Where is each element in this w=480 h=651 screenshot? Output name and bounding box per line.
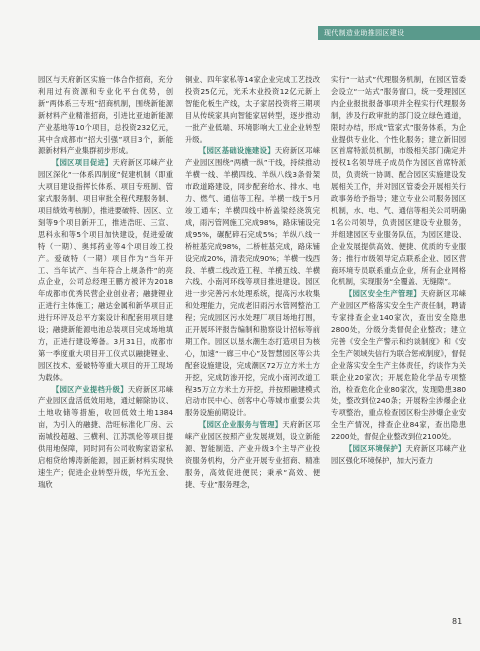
column-middle (185, 74, 320, 491)
section-heading: 【园区企业服务与管理】 (199, 420, 283, 430)
section-heading: 【园区安全生产管理】 (345, 289, 421, 299)
section (331, 443, 466, 467)
section-body: 天府新区邛崃产业园区深化“一体系四制度”促建机制（即重大项目建设指挥长体系、项目专班制、管家式服务制、项目审批全程代理服务制、项目绩效考核制），推进要破特、因区、立刻等9个项目新开工，推进浩旺、三宣、思科永和等5个项目加快建设，促进爱破特（一期）、奥邦药业等4个项目竣工投产。爱破特（一期）项目作为“当年开工、当年试产、当年符合上规条件”的亮点企业，公司总经理王鹏方被评为2018年成都市优秀民营企业创业者；融捷锂业正进行主体施工；融达金属和新华项目正进行环评及总平方案设计和配套用项目建设；融捷新能源电池总装项目完成场地填方，正进行建设筹备。3月31日，成都市第一季度重大项目开工仪式以融捷锂业、园区技术、爱破特等重大项目的开工现场为载体。 (38, 158, 174, 382)
paragraph: 铜业、四年家私等14家企业完成工艺技改投资25亿元，光禾木业投资12亿元新上智能化板生产线，太子家居投资将三期项目从传统家具向智能家居转型，逐步推动一批产业低端、环境影响大工业企业转型升级。 (185, 75, 320, 144)
section-body: 天府新区邛崃产业园区严格落实安全生产责任制，聘请专家排查企业140家次，查出安全隐患2800处，分级分类督促企业整改；建立完善《安全生产警示和约谈制度》和《安全生产领域失信行为联合惩戒制度》，督促企业落实安全生产主体责任，约谈作为关联企业20家次；开展危险化学品专项整治，检查危化企业80家次，发现隐患380处，整改到位240条；开展粉尘涉爆企业专项整治，重点检查园区粉尘涉爆企业安全生产情况，排查企业84家，查出隐患2200处，督促企业整改到位2100处。 (331, 289, 467, 442)
section (38, 157, 173, 383)
section (38, 384, 173, 491)
header-bar (318, 26, 480, 40)
column-left (38, 74, 173, 491)
section-heading: 【园区环境保护】 (345, 444, 406, 454)
section (185, 419, 320, 490)
section-body: 天府新区邛崃产业园区按照产业发展规划，设立新能源、智能制造、产业升级3个主导产业投资服务机构，分产业开展专业招商、精准服务，高效促进便民；秉承“高效、便捷、专业”服务理念， (185, 420, 321, 489)
paragraph: 实行“一站式”代理服务机制，在园区管委会设立“一站式”服务窗口，统一受理园区内企业报批报备事项并全程实行代理服务制，涉及行政审批的部门设立绿色通道，限时办结，形成“管家式”服务体系，为企业提供专业化、个性化服务；建立新旧园区首席特派员机制，市级相关部门确定并授权1名领导班子成员作为园区首席特派员，负责统一协调、配合园区实施建设发展相关工作，并对园区管委会开展相关行政事务给予指导；建立专业公司服务园区机制，水、电、气、通信等相关公司明确1名公司领导，负责园区建设专业服务，并组建园区专业服务队伍，为园区建设、企业发展提供高效、便捷、优质的专业服务；推行市级领导定点联系企业、园区营商环境专员联系重点企业，所有企业网格化机制，实现服务“全覆盖、无缝隙”。 (331, 75, 466, 287)
column-right (331, 74, 466, 467)
section (185, 145, 320, 419)
section-heading: 【园区基础设施建设】 (199, 146, 275, 156)
running-header: 现代制造业助推园区建设 (324, 29, 405, 37)
section-heading: 【园区项目促进】 (52, 158, 113, 168)
section-body: 天府新区邛崃产业园区盘活低效用地，通过解除协议、土地收储等措施，收回低效土地1384亩，为引入的融捷、浩旺标准化厂房、云南城投超越、三横利、江苏凯伦等项目提供用地保障，同时同有公司收购家语家私启相贷给博涛新能源，园正新材料实现快速生产；促进企业转型升级，华光五金、瑞欣 (38, 384, 174, 489)
section-body: 天府新区邛崃产业园区围绕“两横一纵”干线，持续推动羊横一线、羊横四线、羊纵八线3条骨架市政道路建设，同步配套给水、排水、电力、燃气、通信等工程。羊横一线于5月竣工通车；羊横四线中桥盖梁经浇筑完成，雨污管网施工完成98%，路床铺设完成95%，碾配碎石完成5%；羊纵八线一桥桩基完成98%，二桥桩基完成，路床铺设完成20%，清表完成90%；羊横一线西段、羊横二线改造工程、羊横五线、羊横六线、小南河环线等项目推进建设。园区进一步完善污水处理系统，提高污水收集和处理能力，完成老旧雨污水管网整治工程；完成园区污水处理厂项目场地打围，正开展环评报告编制和勘察设计招标等前期工作。园区以垦水潮生态打造项目为核心，加速“一廊三中心”及智慧园区等公共配套设施建设，完成潮区72万立方米土方开挖，完成防渗开挖，完成小南河改道工程35万立方米土方开挖，并按照融建模式启动市民中心、创客中心等城市重要公共服务设施前期设计。 (185, 146, 321, 418)
section-heading: 【园区产业提档升级】 (52, 384, 128, 394)
page-number: 81 (452, 617, 463, 626)
section-body: 天府新区邛崃产业园区强化环境保护，加大污查力 (331, 444, 467, 465)
section (331, 288, 466, 443)
paragraph: 园区与天府新区实施一体合作招商，充分利用过有资源和专业化平台优势，创新“两体系三专班”招商机制，围绕新能源新材料产业精准招商，引进比亚迪新能源产业基地等10个项目，总投资232亿元，其中含成都市“招大引强”项目3个，新能源新材料产业集群初步形成。 (38, 75, 173, 156)
